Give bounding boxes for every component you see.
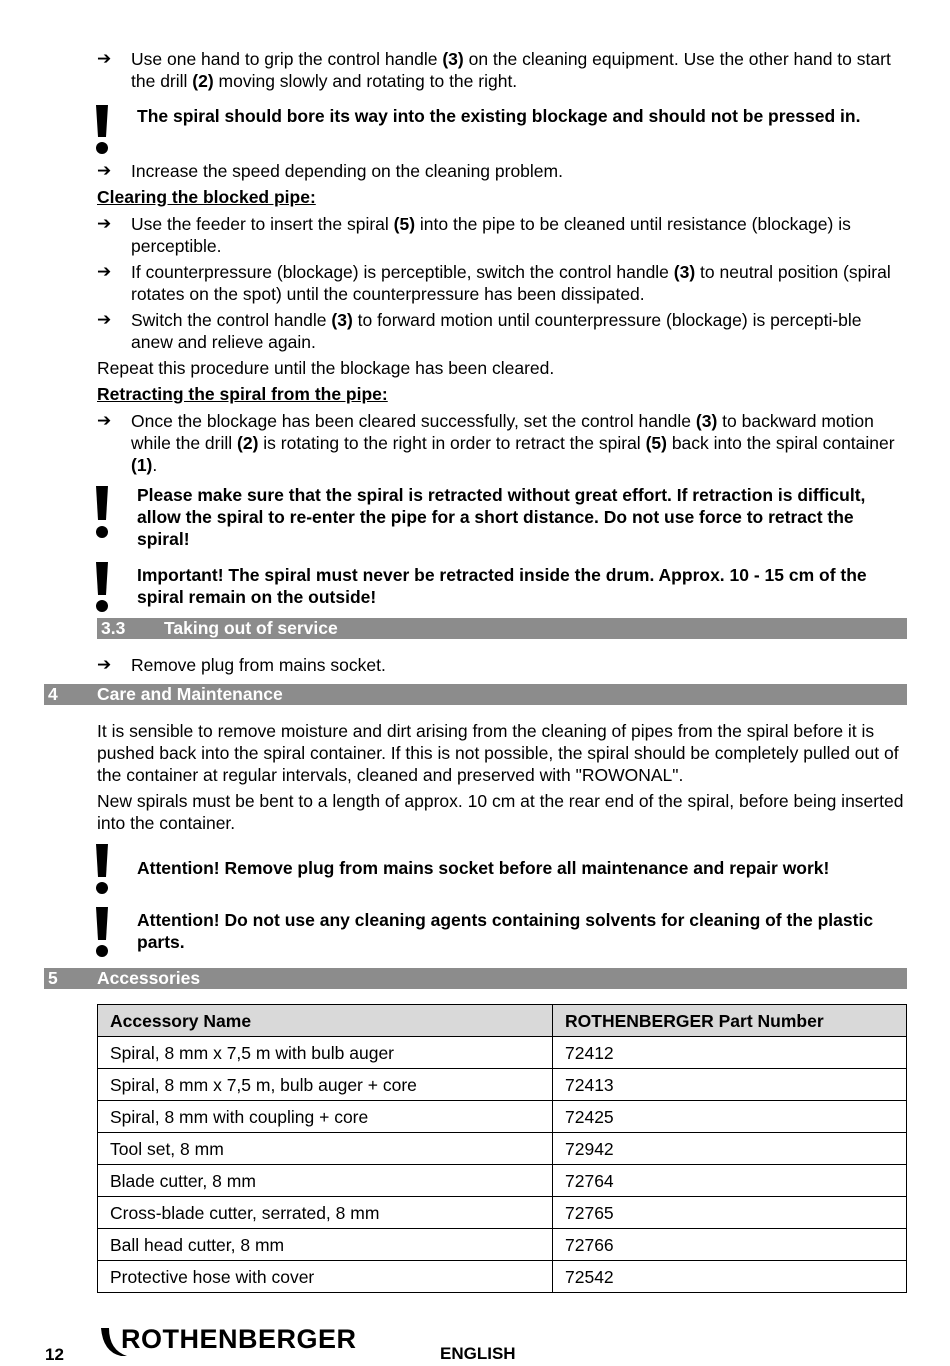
accessory-name-cell: Cross-blade cutter, serrated, 8 mm <box>98 1197 553 1229</box>
warning-text: The spiral should bore its way into the existing blockage and should not be pressed in. <box>137 106 861 126</box>
arrow-right-icon: ➔ <box>97 310 112 329</box>
accessory-name-cell: Blade cutter, 8 mm <box>98 1165 553 1197</box>
part-number-cell: 72765 <box>553 1197 907 1229</box>
accessories-table <box>97 1004 907 1293</box>
section-number: 5 <box>48 968 58 988</box>
part-number-cell: 72542 <box>553 1261 907 1293</box>
bullet-item <box>97 213 907 257</box>
column-header: ROTHENBERGER Part Number <box>553 1005 907 1037</box>
table-row <box>98 1069 907 1101</box>
section-title: Care and Maintenance <box>97 684 283 704</box>
part-number-cell: 72764 <box>553 1165 907 1197</box>
warning-text: Attention! Do not use any cleaning agents containing solvents for cleaning of the plastic parts. <box>137 910 874 952</box>
section-heading-5 <box>44 968 907 989</box>
arrow-right-icon: ➔ <box>97 262 112 281</box>
bullet-text: Remove plug from mains socket. <box>131 655 386 675</box>
part-number-cell: 72942 <box>553 1133 907 1165</box>
subheading-retracting: Retracting the spiral from the pipe: <box>97 384 388 404</box>
arrow-right-icon: ➔ <box>97 161 112 180</box>
accessory-name-cell: Spiral, 8 mm with coupling + core <box>98 1101 553 1133</box>
part-number-cell: 72412 <box>553 1037 907 1069</box>
exclamation-icon <box>90 842 114 896</box>
language-label: ENGLISH <box>440 1344 516 1363</box>
arrow-right-icon: ➔ <box>97 655 112 674</box>
paragraph: Repeat this procedure until the blockage has been cleared. <box>97 358 555 378</box>
accessory-name-cell: Spiral, 8 mm x 7,5 m with bulb auger <box>98 1037 553 1069</box>
exclamation-icon <box>90 103 114 155</box>
warning-text: Important! The spiral must never be retracted inside the drum. Approx. 10 - 15 cm of the spiral remain on the outside! <box>137 565 867 607</box>
bullet-item <box>97 261 907 305</box>
logo-text: ROTHENBERGER <box>121 1324 357 1354</box>
warning-text: Attention! Remove plug from mains socket before all maintenance and repair work! <box>137 858 830 878</box>
exclamation-icon <box>90 905 114 959</box>
table-header-row <box>98 1005 907 1037</box>
section-title: Accessories <box>97 968 201 988</box>
section-number: 4 <box>48 684 58 704</box>
part-number-cell: 72766 <box>553 1229 907 1261</box>
table-row <box>98 1197 907 1229</box>
section-heading-3-3 <box>97 618 907 639</box>
arrow-right-icon: ➔ <box>97 214 112 233</box>
arrow-right-icon: ➔ <box>97 49 112 68</box>
part-number-cell: 72425 <box>553 1101 907 1133</box>
table-row <box>98 1165 907 1197</box>
paragraph: It is sensible to remove moisture and dirt arising from the cleaning of pipes from the spiral before it is pushed back into the spiral container. If this is not possible, the spiral should be completely pulled out of the container at regular intervals, cleaned and preserved with "ROWONAL". <box>97 721 899 785</box>
section-number: 3.3 <box>101 618 126 638</box>
page-number: 12 <box>45 1345 64 1364</box>
exclamation-icon <box>90 560 114 614</box>
accessory-name-cell: Ball head cutter, 8 mm <box>98 1229 553 1261</box>
accessory-name-cell: Protective hose with cover <box>98 1261 553 1293</box>
bullet-item <box>97 160 907 182</box>
rothenberger-logo <box>97 1322 357 1362</box>
bullet-text: Switch the control handle (3) to forward motion until counterpressure (blockage) is percepti-ble anew and relieve again. <box>131 310 862 352</box>
bullet-item <box>97 48 907 92</box>
table-row <box>98 1261 907 1293</box>
bullet-text: If counterpressure (blockage) is perceptible, switch the control handle (3) to neutral position (spiral rotates on the spot) until the counterpressure has been dissipated. <box>131 262 891 304</box>
table-row <box>98 1133 907 1165</box>
bullet-text: Use one hand to grip the control handle (3) on the cleaning equipment. Use the other hand to start the drill (2) moving slowly and rotating to the right. <box>131 49 891 91</box>
exclamation-icon <box>90 484 114 540</box>
bullet-text: Once the blockage has been cleared successfully, set the control handle (3) to backward motion while the drill (2) is rotating to the right in order to retract the spiral (5) back into the spiral container (1). <box>131 411 895 475</box>
bullet-item <box>97 654 907 676</box>
column-header: Accessory Name <box>98 1005 553 1037</box>
part-number-cell: 72413 <box>553 1069 907 1101</box>
bullet-item <box>97 410 907 476</box>
table-row <box>98 1101 907 1133</box>
accessory-name-cell: Tool set, 8 mm <box>98 1133 553 1165</box>
paragraph: New spirals must be bent to a length of approx. 10 cm at the rear end of the spiral, before being inserted into the container. <box>97 791 904 833</box>
bullet-item <box>97 309 907 353</box>
table-row <box>98 1229 907 1261</box>
accessory-name-cell: Spiral, 8 mm x 7,5 m, bulb auger + core <box>98 1069 553 1101</box>
section-heading-4 <box>44 684 907 705</box>
bullet-text: Use the feeder to insert the spiral (5) into the pipe to be cleaned until resistance (blockage) is perceptible. <box>131 214 851 256</box>
warning-text: Please make sure that the spiral is retracted without great effort. If retraction is difficult, allow the spiral to re-enter the pipe for a short distance. Do not use force to retract the spiral! <box>137 485 866 549</box>
arrow-right-icon: ➔ <box>97 411 112 430</box>
section-title: Taking out of service <box>164 618 338 638</box>
table-row <box>98 1037 907 1069</box>
subheading-clearing: Clearing the blocked pipe: <box>97 187 316 207</box>
bullet-text: Increase the speed depending on the cleaning problem. <box>131 161 563 181</box>
